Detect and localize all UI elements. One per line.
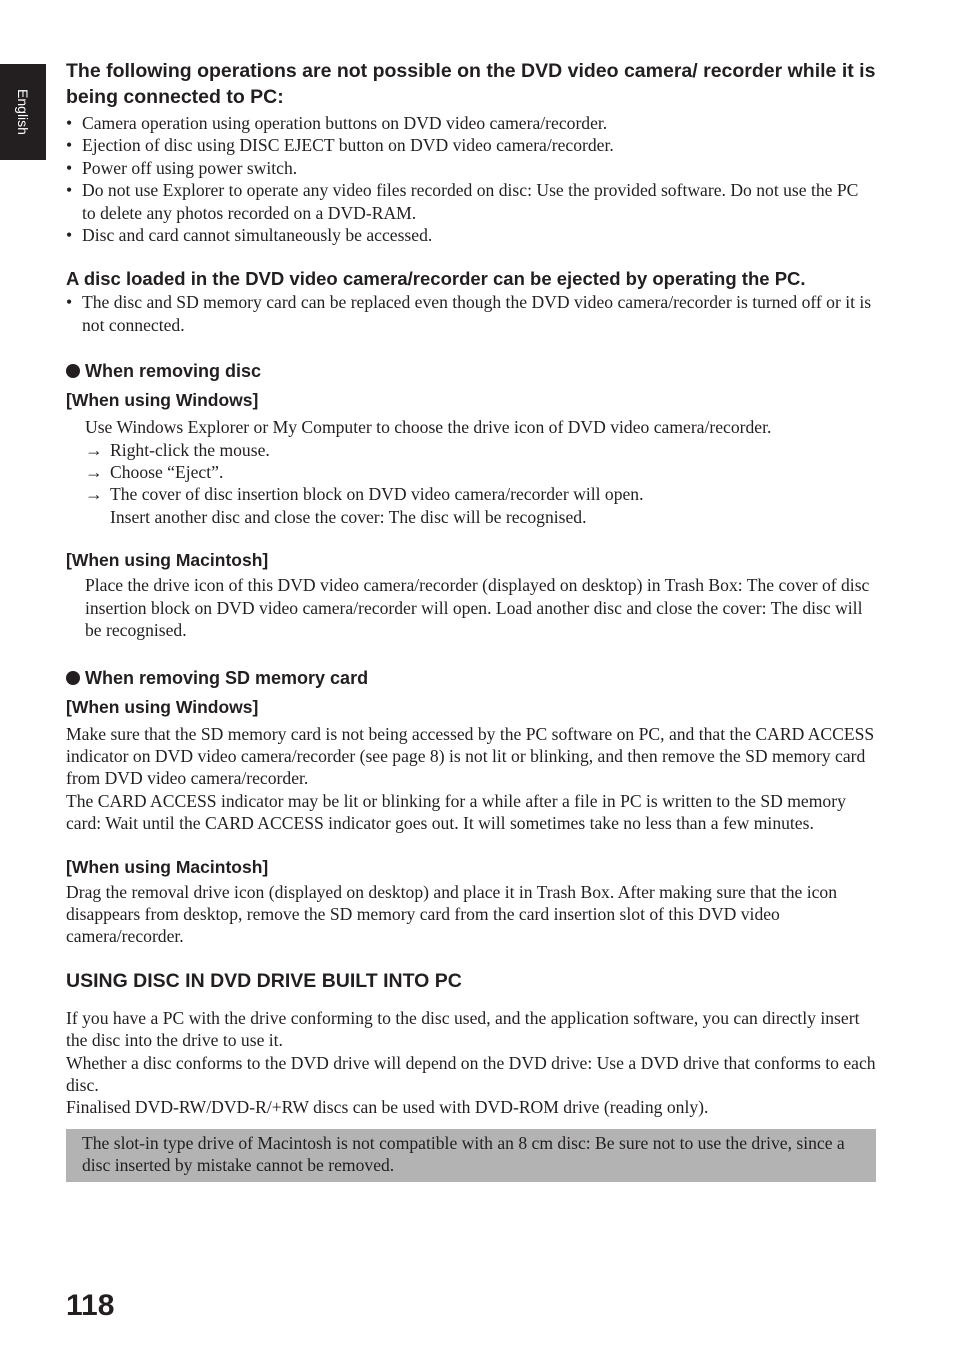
list-item: • Power off using power switch.: [66, 157, 876, 179]
card-mac-text: Drag the removal drive icon (displayed on desktop) and place it in Trash Box. After making sure that the icon disappears from desktop, remove the SD memory card from the card insertion slot of this DVD video camera/recorder.: [66, 881, 838, 947]
list-item: • Camera operation using operation buttons on DVD video camera/recorder.: [66, 112, 876, 134]
card-windows-para2: The CARD ACCESS indicator may be lit or blinking for a while after a file in PC is written to the SD memory card: Wait until the CARD ACCESS indicator goes out. It will sometimes take no less than a few minutes.: [66, 790, 846, 834]
removing-card-heading: [66, 665, 876, 691]
card-windows-heading: [When using Windows]: [66, 696, 259, 717]
list-item: • The disc and SD memory card can be replaced even though the DVD video camera/recorder is turned off or it is not connected.: [66, 291, 876, 336]
arrow-right-icon: →: [85, 462, 103, 483]
card-mac-heading: [When using Macintosh]: [66, 856, 269, 877]
disc-windows-intro: Use Windows Explorer or My Computer to choose the drive icon of DVD video camera/recorder.: [85, 417, 772, 438]
bullet-dot-icon: [66, 364, 80, 378]
page-number: 118: [66, 1289, 115, 1322]
disc-mac-text: Place the drive icon of this DVD video camera/recorder (displayed on desktop) in Trash Box: The cover of disc insertion block on DVD video camera/recorder will open. Load another disc and close the cover: The disc will be recognised.: [85, 575, 870, 641]
disc-mac-heading: [When using Macintosh]: [66, 550, 269, 571]
section-heading-eject: A disc loaded in the DVD video camera/recorder can be ejected by operating the PC.: [66, 268, 806, 290]
disc-windows-heading: [When using Windows]: [66, 390, 259, 411]
arrow-right-icon: →: [85, 484, 103, 505]
step-text: Right-click the mouse.: [110, 439, 270, 460]
step-text: Choose “Eject”.: [110, 462, 224, 483]
list-item: • Disc and card cannot simultaneously be accessed.: [66, 224, 876, 246]
language-tab-label: English: [15, 89, 31, 135]
built-in-para3: Finalised DVD-RW/DVD-R/+RW discs can be used with DVD-ROM drive (reading only).: [66, 1097, 709, 1118]
step-continuation: Insert another disc and close the cover: The disc will be recognised.: [110, 506, 587, 527]
step-row: [85, 461, 876, 483]
step-text: The cover of disc insertion block on DVD video camera/recorder will open.: [110, 484, 644, 505]
eject-list: [66, 291, 876, 336]
removing-card-title: When removing SD memory card: [85, 667, 369, 688]
step-row: [85, 439, 876, 461]
list-item: • Ejection of disc using DISC EJECT button on DVD video camera/recorder.: [66, 134, 876, 156]
built-in-section-heading: USING DISC IN DVD DRIVE BUILT INTO PC: [66, 969, 462, 992]
card-windows-para1: Make sure that the SD memory card is not being accessed by the PC software on PC, and that the CARD ACCESS indicator on DVD video camera/recorder (see page 8) is not lit or blinking, and then remove the SD memory card from DVD video camera/recorder.: [66, 723, 875, 789]
list-item: • Do not use Explorer to operate any video files recorded on disc: Use the provided software. Do not use the PC to delete any photos recorded on a DVD-RAM.: [66, 179, 876, 224]
language-tab: [0, 64, 46, 160]
disc-windows-body: [66, 416, 876, 528]
bullet-dot-icon: [66, 671, 80, 685]
not-possible-list: [66, 112, 876, 246]
built-in-para1: If you have a PC with the drive conforming to the disc used, and the application software, you can directly insert the disc into the drive to use it.: [66, 1007, 860, 1051]
step-row: [85, 483, 876, 505]
note-box: The slot-in type drive of Macintosh is not compatible with an 8 cm disc: Be sure not to use the drive, since a disc inserted by mistake cannot be removed.: [66, 1129, 876, 1182]
arrow-right-icon: →: [85, 439, 103, 460]
page-content: [66, 58, 876, 1182]
removing-disc-title: When removing disc: [85, 361, 262, 382]
built-in-para2: Whether a disc conforms to the DVD drive will depend on the DVD drive: Use a DVD drive that conforms to each disc.: [66, 1052, 876, 1095]
removing-disc-heading: [66, 358, 876, 384]
step-continuation-row: [85, 506, 876, 528]
section-heading-not-possible: The following operations are not possible on the DVD video camera/ recorder while it is being connected to PC:: [66, 60, 876, 108]
